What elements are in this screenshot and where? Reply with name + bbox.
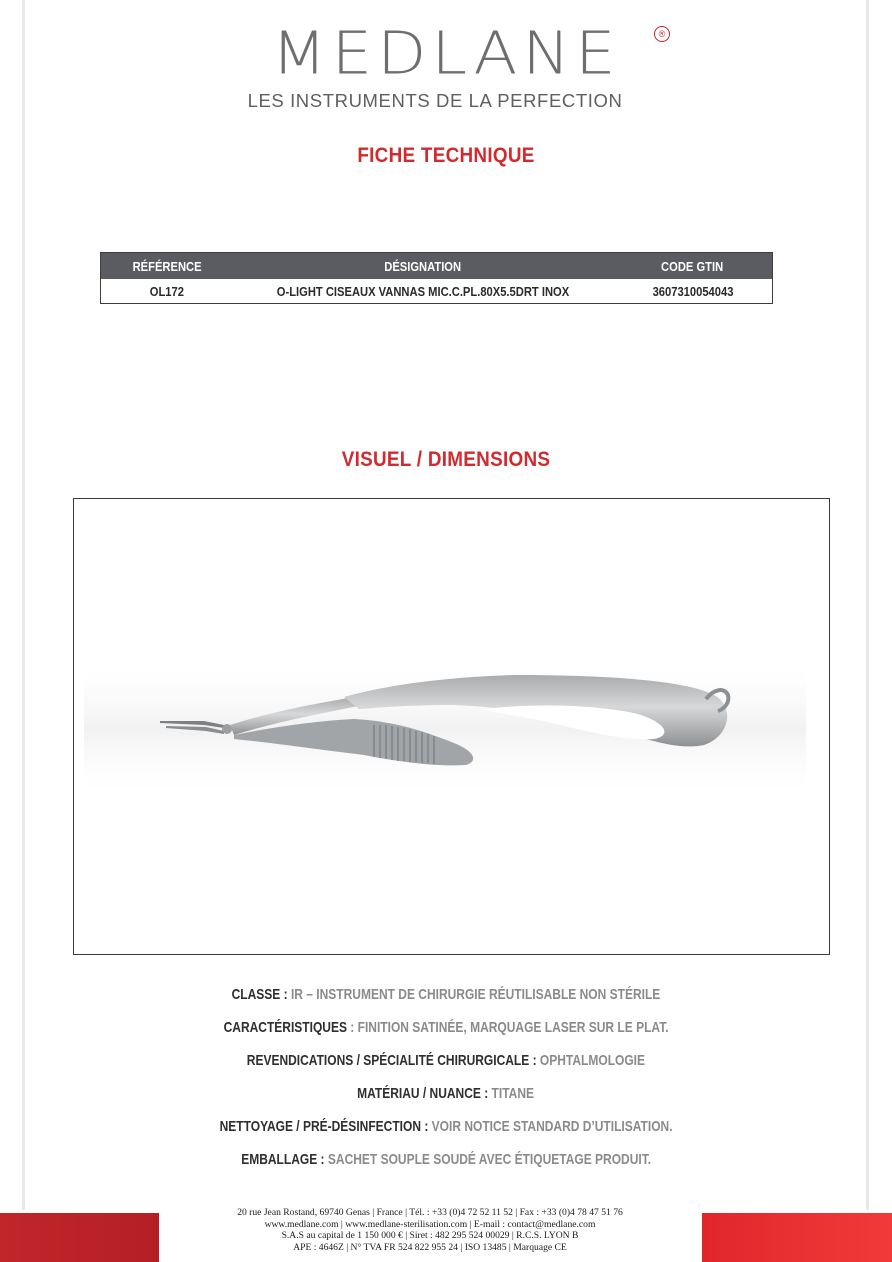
registered-mark: ®: [654, 26, 670, 42]
visuel-dimensions-title: VISUEL / DIMENSIONS: [341, 448, 551, 471]
footer-address: 20 rue Jean Rostand, 69740 Genas | France | Tél. : +33 (0)4 72 52 11 52 | Fax : +33 (0)4 78 47 51 76: [237, 1207, 623, 1218]
spec-revendications: REVENDICATIONS / SPÉCIALITÉ CHIRURGICALE : OPHTALMOLOGIE: [246, 1052, 646, 1069]
product-table: [100, 252, 773, 304]
footer-legal: S.A.S au capital de 1 150 000 € | Siret : 482 295 524 00029 | R.C.S. LYON B: [281, 1230, 579, 1241]
footer-red-bar-right: [702, 1213, 892, 1262]
spec-emballage: EMBALLAGE : SACHET SOUPLE SOUDÉ AVEC ÉTIQUETAGE PRODUIT.: [241, 1151, 651, 1168]
header-reference: RÉFÉRENCE: [101, 253, 234, 280]
spec-materiau: MATÉRIAU / NUANCE : TITANE: [357, 1085, 535, 1102]
spec-caracteristiques: CARACTÉRISTIQUES : FINITION SATINÉE, MARQUAGE LASER SUR LE PLAT.: [223, 1019, 669, 1036]
footer-red-bar-left: [0, 1213, 159, 1262]
visual-frame: [73, 498, 830, 955]
logo-wordmark: MEDLANE: [271, 19, 621, 89]
scissors-photo: [74, 499, 831, 956]
company-footer: [160, 1207, 700, 1253]
header-gtin: CODE GTIN: [613, 253, 773, 280]
footer-registration: APE : 4646Z | N° TVA FR 524 822 955 24 | ISO 13485 | Marquage CE: [293, 1241, 567, 1253]
spec-nettoyage: NETTOYAGE / PRÉ-DÉSINFECTION : VOIR NOTICE STANDARD D’UTILISATION.: [219, 1118, 673, 1135]
brand-tagline: LES INSTRUMENTS DE LA PERFECTION: [247, 90, 623, 111]
cell-designation: O-LIGHT CISEAUX VANNAS MIC.C.PL.80X5.5DRT INOX: [233, 279, 613, 304]
table-header-row: [101, 253, 773, 280]
cell-gtin: 3607310054043: [613, 279, 773, 304]
table-row: [101, 279, 773, 304]
footer-web: www.medlane.com | www.medlane-sterilisation.com | E-mail : contact@medlane.com: [264, 1218, 596, 1230]
medlane-logo: [0, 19, 892, 89]
spec-classe: CLASSE : IR – INSTRUMENT DE CHIRURGIE RÉUTILISABLE NON STÉRILE: [231, 986, 661, 1003]
header-designation: DÉSIGNATION: [233, 253, 613, 280]
fiche-technique-title: FICHE TECHNIQUE: [357, 144, 535, 167]
cell-reference: OL172: [101, 279, 234, 304]
